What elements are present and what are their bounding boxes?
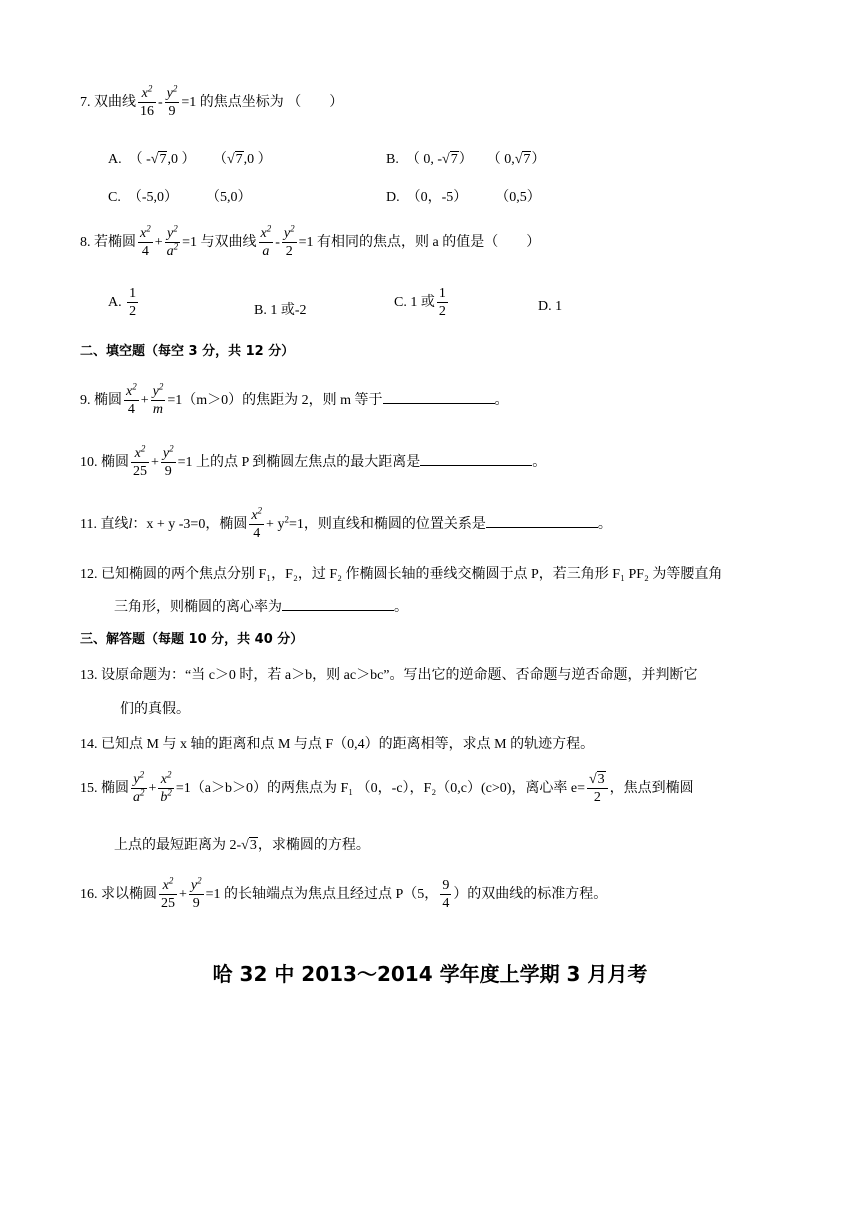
question-text: 求以椭圆	[101, 887, 157, 903]
fraction: $\frac{9}{4}$	[442, 878, 450, 912]
fraction: $\frac{y^2}{a^2}$	[166, 223, 179, 260]
question-text: 双曲线	[94, 95, 136, 111]
question-text: ，焦点到椭圆	[609, 781, 694, 797]
option-d: D. 1	[538, 299, 563, 314]
question-7: 7. 双曲线 $\frac{x^2}{16}$ - $\frac{y^2}{9}$ =1 的焦点坐标为 （ ）	[80, 83, 344, 120]
question-text: =1 与双曲线	[182, 235, 257, 251]
question-text: =1（a＞b＞0）的两焦点为 F₁ （0，-c），F₂（0,c）(c>0)，离心率 e=	[175, 781, 585, 797]
question-text: 三角形，则椭圆的离心率为	[114, 600, 282, 615]
question-12-continued: 三角形，则椭圆的离心率为 。	[114, 600, 408, 615]
exam-title: 哈 32 中 2013～2014 学年度上学期 3 月月考	[212, 962, 648, 986]
question-text: =1 的焦点坐标为 （ ）	[181, 95, 344, 111]
option-c: C. 1 或 $\frac{1}{2}$	[394, 286, 446, 320]
fraction: $\frac{x^2}{b^2}$	[160, 769, 172, 806]
fraction: $\frac{y^2}{2}$	[283, 223, 295, 260]
question-16: 16. 求以椭圆 $\frac{x^2}{25}$ + $\frac{y^2}{9}$ =1 的长轴端点为焦点且经过点 P（5， $\frac{9}{4}$ ）的双曲线的标准方程。	[80, 875, 608, 912]
option-c: C. （-5,0） （5,0）	[108, 190, 252, 205]
question-text: 直线	[100, 517, 129, 533]
option-a: A. （ -√7,0 ） （√7,0 ）	[108, 152, 272, 167]
option-d: D. （0，-5） （0,5）	[386, 190, 541, 205]
fraction: $\frac{x^2}{a}$	[260, 223, 272, 260]
question-text: 已知椭圆的两个焦点分别 F₁，F₂，过 F₂ 作椭圆长轴的垂线交椭圆于点 P，若三角形 F₁ PF₂ 为等腰直角	[101, 567, 723, 582]
option-a: A. $\frac{1}{2}$	[108, 286, 137, 320]
question-number: 12.	[80, 567, 98, 582]
fraction: $\frac{√3}{2}$	[587, 772, 608, 806]
question-text: 设原命题为：“当 c＞0 时，若 a＞b，则 ac＞bc”。写出它的逆命题、否命题与逆否命题，并判断它	[101, 668, 698, 683]
question-text: =1（m＞0）的焦距为 2，则 m 等于	[167, 393, 383, 409]
fraction: $\frac{y^2}{9}$	[162, 443, 174, 480]
answer-blank	[486, 515, 598, 528]
section-heading: 三、解答题（每题 10 分，共 40 分）	[80, 632, 304, 647]
option-b: B. （ 0, -√7） （ 0,√7）	[386, 152, 546, 167]
sqrt-symbol: √3	[241, 838, 257, 853]
question-text: 椭圆	[101, 781, 129, 797]
fraction: $\frac{y^2}{a^2}$	[133, 769, 145, 806]
answer-blank	[383, 391, 495, 404]
question-12	[80, 567, 722, 584]
question-number: 14.	[80, 737, 98, 752]
question-9: 9. 椭圆 $\frac{x^2}{4}$ + $\frac{y^2}{m}$ =1（m＞0）的焦距为 2，则 m 等于 。	[80, 381, 509, 418]
question-text: =1 上的点 P 到椭圆左焦点的最大距离是	[177, 455, 421, 471]
sqrt-symbol: √7	[514, 152, 531, 167]
question-text: =1，则直线和椭圆的位置关系是	[288, 517, 486, 533]
fraction: $\frac{1}{2}$	[438, 286, 446, 320]
question-number: 16.	[80, 887, 98, 903]
question-8: 8. 若椭圆 $\frac{x^2}{4}$ + $\frac{y^2}{a^2}$ =1 与双曲线 $\frac{x^2}{a}$ - $\frac{y^2}{2}$ =1 有相同的焦点，则 a 的值是（ ）	[80, 223, 541, 260]
fraction: $\frac{y^2}{9}$	[166, 83, 178, 120]
fraction: $\frac{x^2}{4}$	[126, 381, 137, 418]
question-number: 8.	[80, 235, 91, 251]
fraction: $\frac{x^2}{4}$	[251, 505, 263, 542]
sqrt-symbol: √3	[588, 772, 605, 787]
question-number: 15.	[80, 781, 98, 797]
question-13-continued: 们的真假。	[120, 702, 190, 717]
question-number: 13.	[80, 668, 98, 683]
question-15-continued: 上点的最短距离为 2-√3，求椭圆的方程。	[114, 838, 370, 853]
question-text: 已知点 M 与 x 轴的距离和点 M 与点 F（0,4）的距离相等，求点 M 的轨迹方程。	[101, 737, 595, 752]
question-13	[80, 668, 698, 685]
fraction: $\frac{y^2}{9}$	[190, 875, 202, 912]
question-number: 10.	[80, 455, 98, 471]
question-number: 7.	[80, 95, 91, 111]
question-text: =1 的长轴端点为焦点且经过点 P（5，	[205, 887, 439, 903]
question-text: 若椭圆	[94, 235, 136, 251]
question-number: 9.	[80, 393, 91, 409]
sqrt-symbol: √7	[226, 152, 243, 167]
question-text: 椭圆	[101, 455, 129, 471]
question-text: 椭圆	[94, 393, 122, 409]
sqrt-symbol: √7	[442, 152, 458, 167]
fraction: $\frac{1}{2}$	[129, 286, 137, 320]
question-text: ）的双曲线的标准方程。	[453, 887, 608, 903]
fraction: $\frac{x^2}{16}$	[140, 83, 154, 120]
question-text: =1 有相同的焦点，则 a 的值是（ ）	[298, 235, 541, 251]
section-heading: 二、填空题（每空 3 分，共 12 分）	[80, 344, 295, 359]
question-15: 15. 椭圆 $\frac{y^2}{a^2}$ + $\frac{x^2}{b^2}$ =1（a＞b＞0）的两焦点为 F₁ （0，-c），F₂（0,c）(c>0)，离心率 e= $\frac{√3}{2}$ ，焦点到椭圆	[80, 769, 694, 806]
option-b: B. 1 或-2	[254, 303, 307, 318]
fraction: $\frac{x^2}{25}$	[133, 443, 147, 480]
question-11: 11. 直线l：x + y -3=0，椭圆 $\frac{x^2}{4}$ + $y^2=1$，则直线和椭圆的位置关系是 。	[80, 505, 612, 542]
fraction: $\frac{x^2}{25}$	[161, 875, 175, 912]
fraction: $\frac{y^2}{m}$	[152, 381, 164, 418]
question-14	[80, 737, 594, 754]
answer-blank	[282, 598, 394, 611]
question-number: 11.	[80, 517, 97, 533]
answer-blank	[420, 453, 532, 466]
question-10: 10. 椭圆 $\frac{x^2}{25}$ + $\frac{y^2}{9}$ =1 上的点 P 到椭圆左焦点的最大距离是 。	[80, 443, 547, 480]
sqrt-symbol: √7	[150, 152, 167, 167]
fraction: $\frac{x^2}{4}$	[140, 223, 151, 260]
